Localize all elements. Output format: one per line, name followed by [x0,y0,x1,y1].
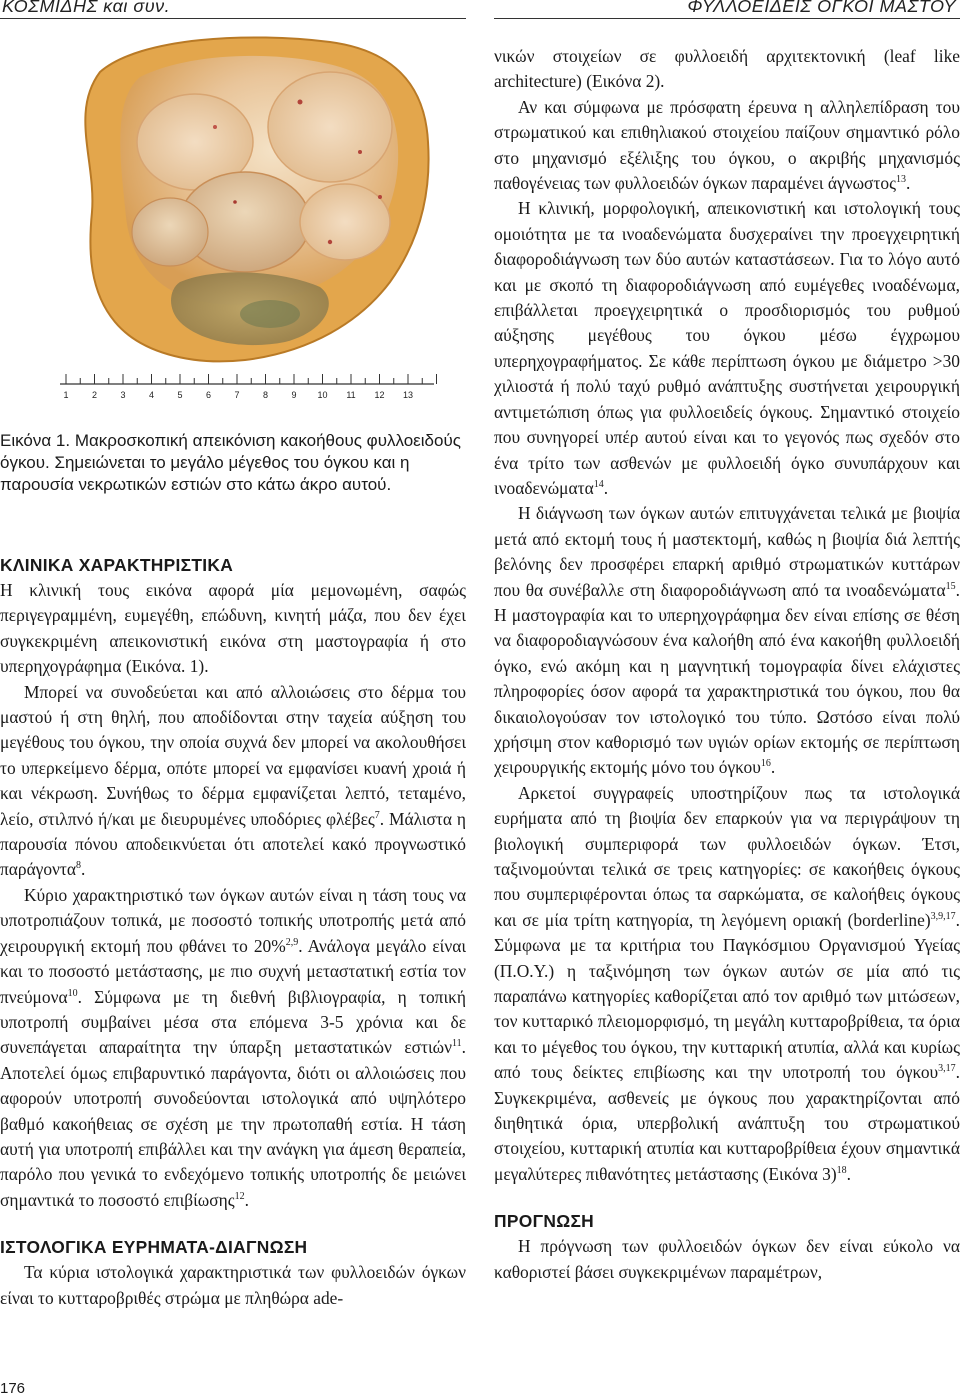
text-run: Η κλινική, μορφολογική, απεικονιστική και ιστολογική τους ομοιότητα με τα ινοαδενώματα δυσχεραίνει την προεγχειρητική διαφοροδιάγνωση των δύο αυτών καταστάσεων. Για το λόγο αυτό και με σκοπό τη διαφοροδιάγνωση από ευμέγεθες ινοαδένωμα, επιβάλλεται προεγχειρητικά ο προσδιορισμός του ρυθμού αύξησης μεγέθους του όγκου μέσω έγχρωμου υπερηχογραφήματος. Σε κάθε περίπτωση όγκου με διάμετρο >30 χιλιοστά ή πολύ ταχύ ρυθμό ανάπτυξης συστήνεται χειρουργική αντιμετώπιση όπως για φυλλοειδείς όγκους. Σημαντικό στοιχείο που συνηγορεί υπέρ αυτού είναι και το γεγονός πως σχεδόν στο ένα τρίτο των ασθενών με φυλλοειδή όγκο συνυπάρχουν και ινοαδενώματα [494,198,960,498]
text-run: Η κλινική τους εικόνα αφορά μία μεμονωμένη, σαφώς περιγεγραμμένη, ευμεγέθη, επώδυνη, κινητή μάζα, που δεν έχει συγκεκριμένη απεικονιστική εικόνα στη μαστογραφία ή στο υπερηχογράφημα (Εικόνα. 1). [0,580,466,677]
citation: 13 [895,174,906,186]
text-run: Μπορεί να συνοδεύεται και από αλλοιώσεις στο δέρμα του μαστού ή στη θηλή, που αποδίδονται στην ταχεία αύξηση του μεγέθους του όγκου, την οποία συχνά δεν μπορεί να ακολουθήσει το υπερκείμενο δέρμα, οπότε μπορεί να εμφανίσει κυανή χροιά ή και νέκρωση. Συνήθως το δέρμα εμφανίζεται λεπτό, τεταμένο, λείο, στιλπνό ή/και με διευρυμένες υποδόριες φλέβες [0,681,466,829]
running-header [0,0,960,28]
paragraph [494,1234,960,1285]
text-run: . Σύμφωνα με τα κριτήρια του Παγκόσμιου Οργανισμού Υγείας (Π.Ο.Υ.) η ταξινόμηση των όγκων αυτών σε μία από τις παραπάνω κατηγορίες καθορίζεται από τον αριθμό των μιτώσεων, τον κυτταρικό πλειομορφισμό, τη μεγάλη κυτταροβρίθεια, τα όρια και το μέγεθος του όγκου, την κυτταρική ατυπία, αλλά και κυρίως από τους δείκτες επιβίωσης και την υποτροπή του όγκου [494,909,960,1083]
header-rule-right [494,18,960,19]
citation: 10 [67,987,78,999]
left-column [0,553,466,1311]
ruler-label: 5 [177,390,183,400]
paragraph [0,680,466,883]
paragraph [494,44,960,95]
ruler-label: 2 [91,390,98,400]
paragraph [494,781,960,1188]
ruler-label: 3 [120,390,126,400]
citation: 16 [760,758,771,770]
right-column [494,44,960,1285]
text-run: Κύριο χαρακτηριστικό των όγκων αυτών είναι η τάση τους να υποτροπιάζουν τοπικά, με ποσοστό τοπικής υποτροπής μετά από χειρουργική εκτομή που φθάνει το 20% [0,884,466,956]
ruler-label: 4 [148,390,155,400]
text-run: Τα κύρια ιστολογικά χαρακτηριστικά των φυλλοειδών όγκων είναι το κυτταροβριθές στρώμα με πληθώρα ade- [0,1262,466,1308]
section-heading-histology: ΙΣΤΟΛΟΓΙΚΑ ΕΥΡΗΜΑΤΑ-ΔΙΑΓΝΩΣΗ [0,1237,308,1258]
caption-label: Εικόνα 1. [0,431,71,450]
text-run: . Αποτελεί όμως επιβαρυντικό παράγοντα, διότι οι αλλοιώσεις που αφορούν υποτροπή συνοδεύονται ιστολογικά από υψηλότερο βαθμό κακοήθειας σε σχέση με την πρωτοπαθή εστία. Η τάση αυτή για υποτροπή επιβάλλει και την ανάγκη για άμεση θεραπεία, παρόλο που γενικά το ενδεχόμενο τοπικής υποτροπής δε μειώνει σημαντικά το ποσοστό επιβίωσης [0,1037,466,1210]
text-run: . [603,477,609,498]
text-run: . [244,1189,249,1210]
ruler-label: 6 [205,390,212,400]
citation: 12 [234,1190,245,1202]
text-run: . Μάλιστα η παρουσία πόνου αποδεικνύεται ότι αποτελεί κακό προγνωστικό παράγοντα [0,808,466,880]
figure-1-caption [0,430,466,496]
citation: 18 [836,1164,847,1176]
ruler-label: 8 [262,390,269,400]
text-run: . Ανάλογα μεγάλο είναι και το ποσοστό μετάστασης, με πιο συχνή μεταστατική εστία τον πνεύμονα [0,935,466,1007]
running-header-authors: ΚΟΣΜΙΔΗΣ και συν. [2,0,171,16]
text-run: Αν και σύμφωνα με πρόσφατη έρευνα η αλληλεπίδραση του στρωματικού και επιθηλιακού στοιχείου παίζουν σημαντικό ρόλο στο μηχανισμό εξέλιξης του όγκου, ο ακριβής μηχανισμός παθογένειας των φυλλοειδών όγκων παραμένει άγνωστος [494,96,960,194]
paragraph [0,1260,466,1311]
text-run: νικών στοιχείων σε φυλλοειδή αρχιτεκτονική (leaf like architecture) (Εικόνα 2). [494,46,960,92]
running-header-title: ΦΥΛΛΟΕΙΔΕΙΣ ΟΓΚΟΙ ΜΑΣΤΟΥ [687,0,956,16]
ruler-label: 9 [291,390,297,400]
citation: 2,9 [285,936,299,948]
text-run: . [846,1163,851,1184]
paragraph [494,95,960,197]
ruler-label: 10 [317,390,328,400]
citation: 11 [452,1038,462,1050]
citation: 3,17 [938,1063,956,1075]
text-run: . Σύμφωνα με τη διεθνή βιβλιογραφία, η τοπική υποτροπή συμβαίνει μέσα στα επόμενα 3-5 χρόνια και δε συνεπάγεται απαραίτητα την ύπαρξη μεταστατικών εστιών [0,986,466,1058]
text-run: . [905,173,911,194]
text-run: . [770,757,776,778]
ruler-label: 12 [374,390,385,400]
citation: 8 [76,860,82,872]
citation: 3,9,17 [930,910,956,922]
paragraph [494,501,960,780]
text-run: Η διάγνωση των όγκων αυτών επιτυγχάνεται τελικά με βιοψία μετά από εκτομή τους ή μαστεκτομή, καθώς η βιοψία διά λεπτής βελόνης δεν προσφέρει επαρκή αριθμό στρωματικών κυττάρων που θα συνέβαλλε στη διαφοροδιάγνωση από τα ινοαδενώματα [494,503,960,600]
text-run: Η πρόγνωση των φυλλοειδών όγκων δεν είναι εύκολο να καθοριστεί βάσει συγκεκριμένων παραμέτρων, [494,1236,960,1282]
section-heading-prognosis: ΠΡΟΓΝΩΣΗ [494,1211,595,1232]
section-heading-clinical: ΚΛΙΝΙΚΑ ΧΑΡΑΚΤΗΡΙΣΤΙΚΑ [0,555,234,575]
ruler-label: 7 [234,390,240,400]
paragraph [494,196,960,501]
citation: 15 [945,580,956,592]
ruler-label: 13 [402,390,414,400]
paragraph [0,578,466,680]
text-run: . [81,859,86,880]
tumor-photo-illustration [30,32,466,427]
ruler-label: 1 [63,390,69,400]
text-run: . Συγκεκριμένα, ασθενείς με όγκους που χαρακτηρίζονται από διηθητικά όρια, υπερβολική ανάπτυξη του στρωματικού στοιχείου, κυτταρική ατυπία και κυτταροβρίθεια έχουν σημαντικά μεγαλύτερες πιθανότητες μετάστασης (Εικόνα 3) [494,1062,960,1184]
text-run: . Η μαστογραφία και το υπερηχογράφημα δεν είναι επίσης σε θέση να διαφοροδιαγνώσουν ένα καλοήθη από ένα κακοήθη φυλλοειδή όγκο, ενώ ακόμη και η μαγνητική τομογραφία δίνει ελάχιστες πληροφορίες όσον αφορά τα χαρακτηριστικά του όγκου, που θα δικαιολογούσαν τον ιστολογικό του τύπο. Ωστόσο είναι πολύ χρήσιμη στον καθορισμό των υγιών ορίων εκτομής σε περίπτωση χειρουργικής εκτομής μόνο του όγκου [494,579,960,778]
figure-1-tumor-photo [30,32,466,427]
text-run: Αρκετοί συγγραφείς υποστηρίζουν πως τα ιστολογικά ευρήματα από τη βιοψία δεν επαρκούν για να περιγράψουν τη βιολογική συμπεριφορά των φυλλοειδών όγκων. Έτσι, ταξινομούνται τελικά σε τρεις κατηγορίες: σε κακοήθεις όγκους που συμπεριφέρονται όπως τα σαρκώματα, σε καλοήθεις όγκους και σε μία τρίτη κατηγορία, τη λεγόμενη οριακή (borderline) [494,782,960,930]
paragraph [0,883,466,1213]
citation: 14 [593,478,604,490]
header-rule-left [0,18,466,19]
citation: 7 [374,809,380,821]
caption-text: Μακροσκοπική απεικόνιση κακοήθους φυλλοειδούς όγκου. Σημειώνεται το μεγάλο μέγεθος του όγκου και η παρουσία νεκρωτικών εστιών στο κάτω άκρο αυτού. [0,431,461,494]
page-number: 176 [0,1380,26,1397]
ruler-label: 11 [346,390,356,400]
